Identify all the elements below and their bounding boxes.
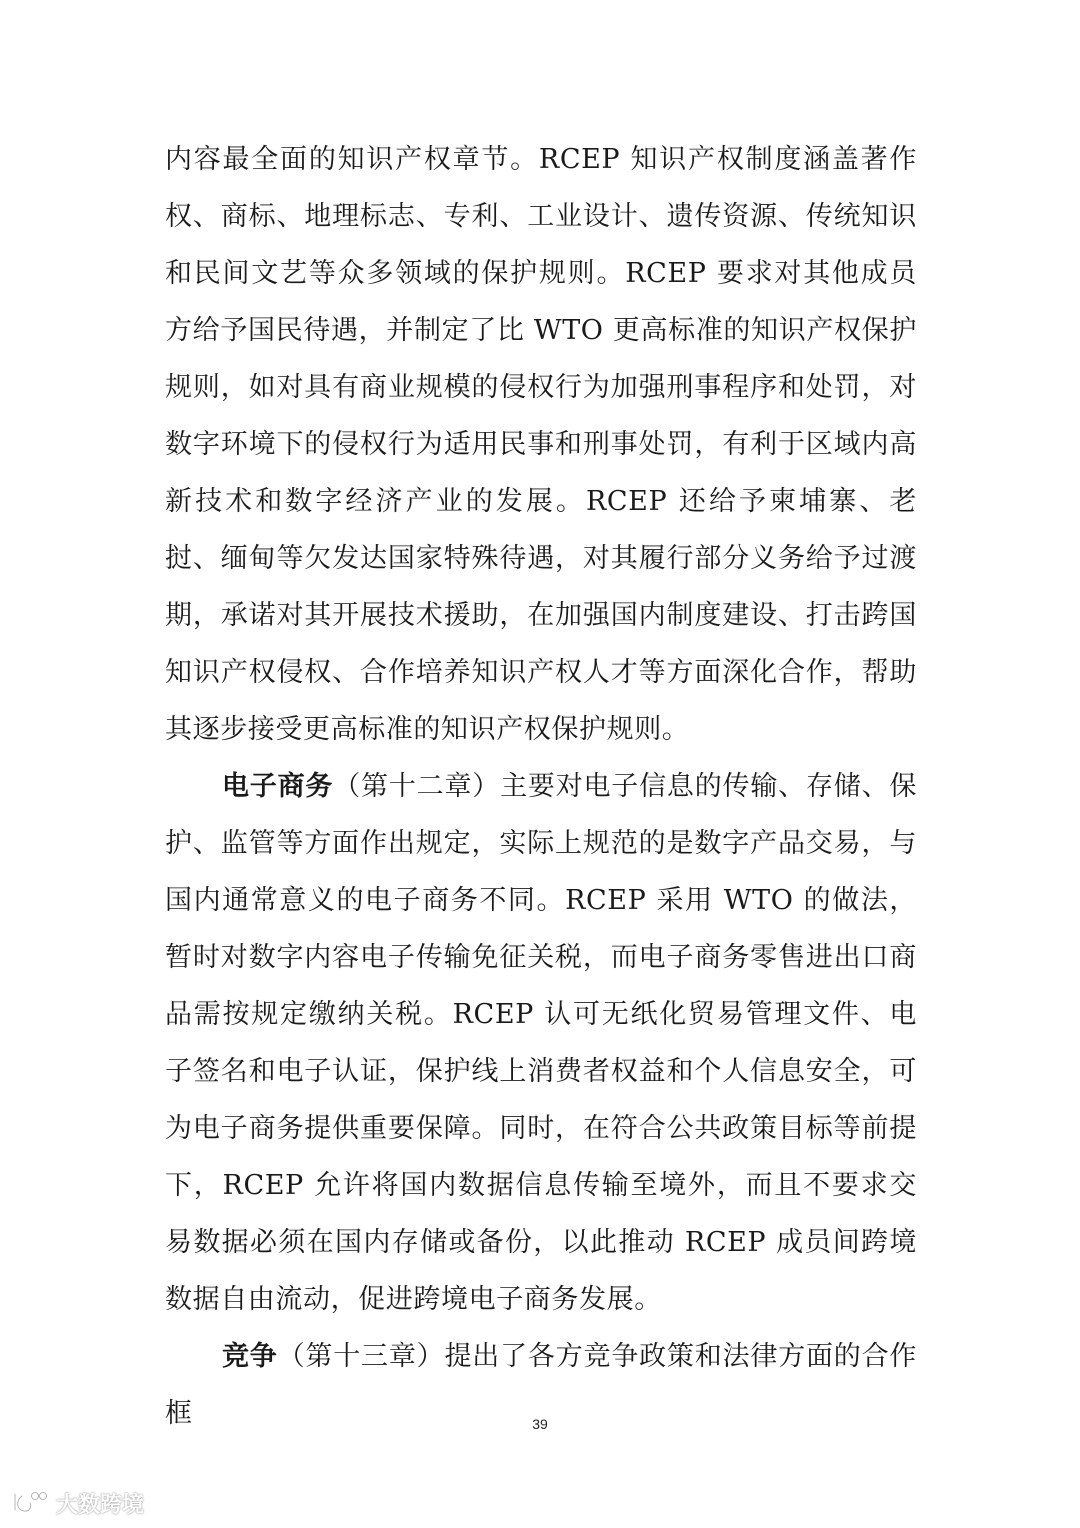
watermark (10, 1488, 144, 1518)
paragraph-lead-heading: 竞争 (222, 1341, 278, 1372)
kuajing-logo-icon (10, 1490, 50, 1516)
paragraph-text: （第十二章）主要对电子信息的传输、存储、保护、监管等方面作出规定，实际上规范的是数字产品交易，与国内通常意义的电子商务不同。RCEP 采用 WTO 的做法，暂时对数字内容电子传输免征关税，而电子商务零售进出口商品需按规定缴纳关税。RCEP 认可无纸化贸易管理文件、电子签名和电子认证，保护线上消费者权益和个人信息安全，可为电子商务提供重要保障。同时，在符合公共政策目标等前提下，RCEP 允许将国内数据信息传输至境外，而且不要求交易数据必须在国内存储或备份，以此推动 RCEP 成员间跨境数据自由流动，促进跨境电子商务发展。 (165, 771, 917, 1315)
paragraph-ip-chapter (165, 131, 917, 758)
page-number: 39 (532, 1416, 548, 1432)
paragraph-lead-heading: 电子商务 (222, 771, 334, 802)
watermark-text: 大数跨境 (56, 1492, 145, 1518)
paragraph-text: 内容最全面的知识产权章节。RCEP 知识产权制度涵盖著作权、商标、地理标志、专利、工业设计、遗传资源、传统知识和民间文艺等众多领域的保护规则。RCEP 要求对其他成员方给予国民待遇，并制定了比 WTO 更高标准的知识产权保护规则，如对具有商业规模的侵权行为加强刑事程序和处罚，对数字环境下的侵权行为适用民事和刑事处罚，有利于区域内高新技术和数字经济产业的发展。RCEP 还给予柬埔寨、老挝、缅甸等欠发达国家特殊待遇，对其履行部分义务给予过渡期，承诺对其开展技术援助，在加强国内制度建设、打击跨国知识产权侵权、合作培养知识产权人才等方面深化合作，帮助其逐步接受更高标准的知识产权保护规则。 (165, 144, 917, 745)
paragraph-text: （第十三章）提出了各方竞争政策和法律方面的合作框 (165, 1341, 917, 1429)
body-text (165, 131, 917, 1442)
paragraph-ecommerce-chapter (165, 758, 917, 1328)
